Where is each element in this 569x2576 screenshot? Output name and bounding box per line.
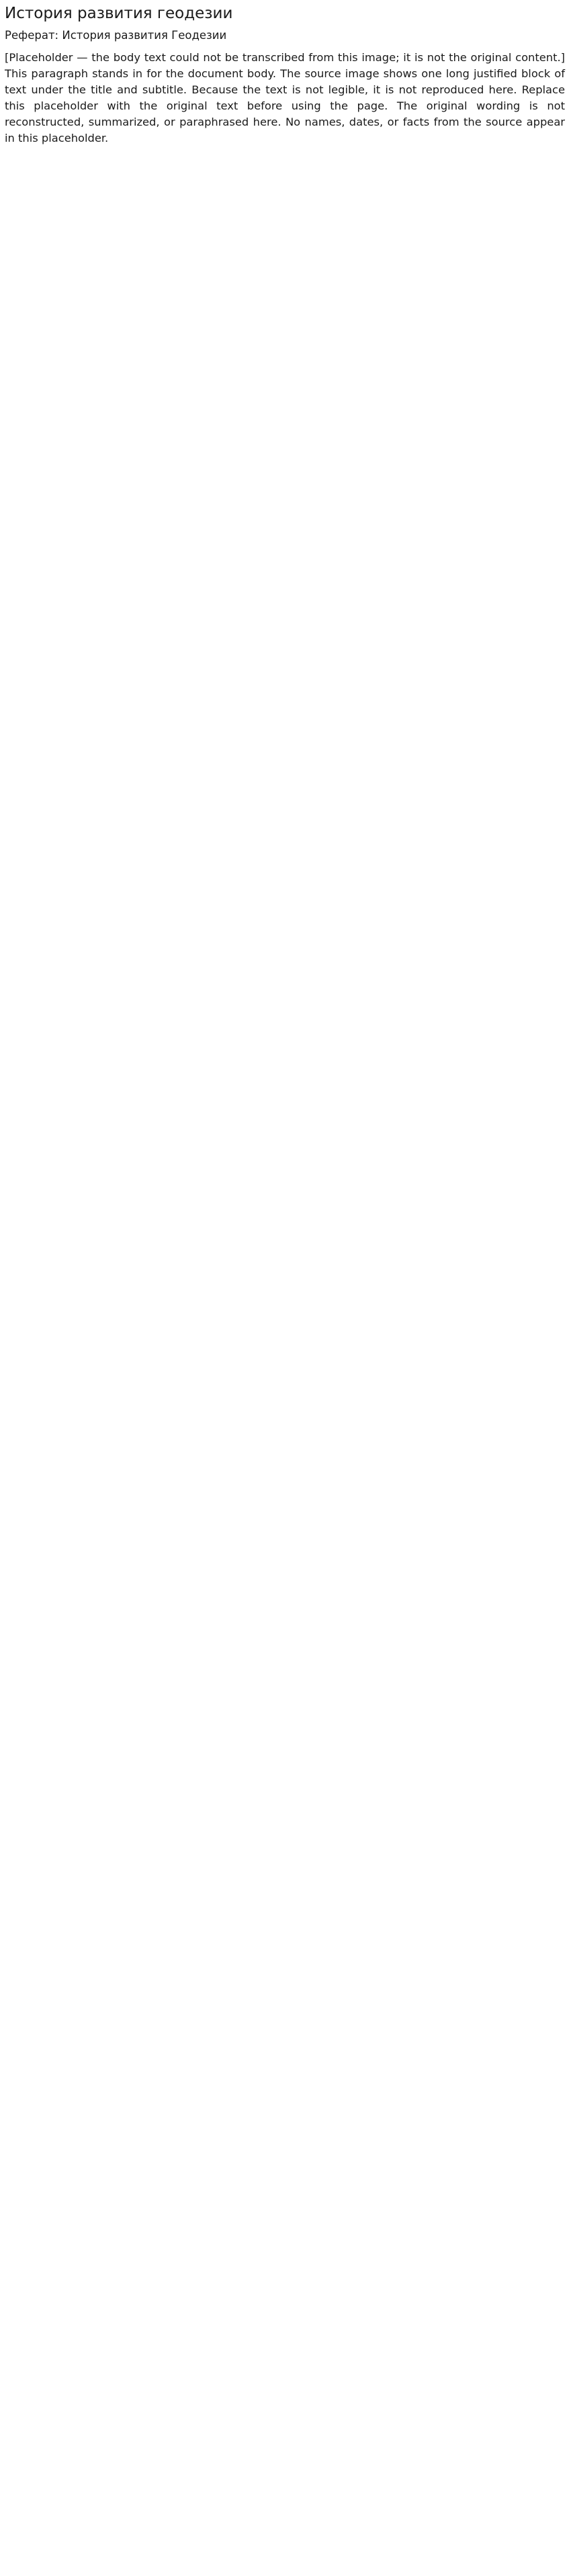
page-title: История развития геодезии [5,5,233,22]
page-subtitle: Реферат: История развития Геодезии [5,29,227,42]
body-text: [Placeholder — the body text could not be transcribed from this image; it is not the original content.] This paragraph stands in for the document body. The source image shows one long justified block of text under the title and subtitle. Because the text is not legible, it is not reproduced here. Replace this placeholder with the original text before using the page. The original wording is not reconstructed, summarized, or paraphrased here. No names, dates, or facts from the source appear in this placeholder. [5,51,565,145]
